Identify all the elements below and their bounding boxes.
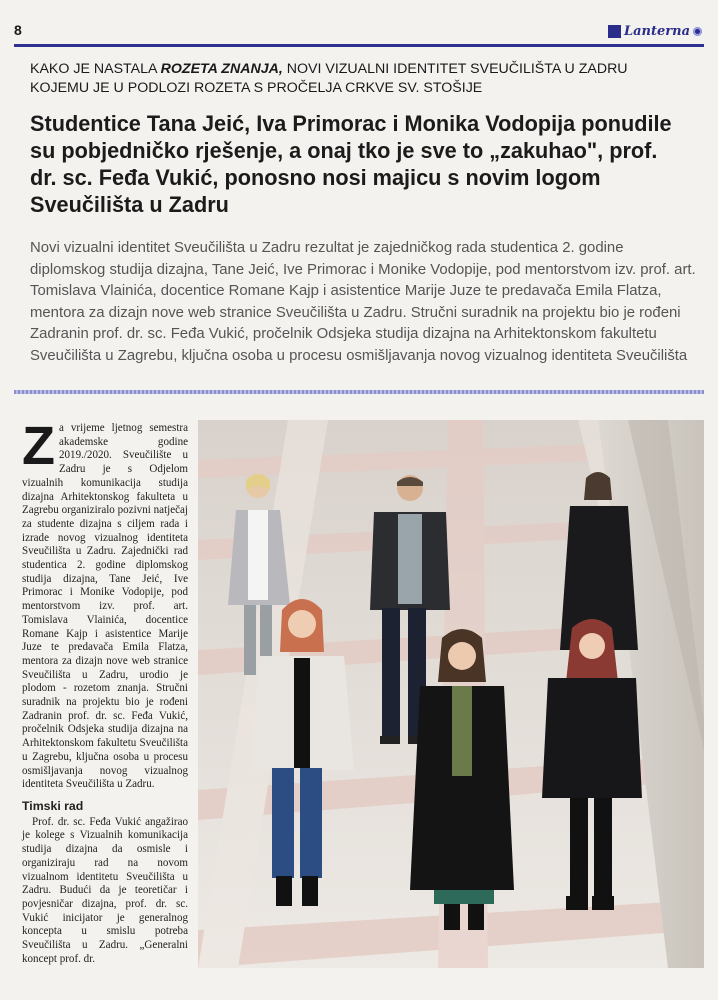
kicker [30, 60, 698, 98]
page-number: 8 [14, 22, 22, 38]
drop-cap: Z [22, 416, 55, 476]
body-paragraph: Prof. dr. sc. Feđa Vukić angažirao je kolege s Vizualnih komunikacija studija dizajna da osmisle i organiziraju rad na novom vizualnom identitetu Sveučilišta u Zadru. Budući da je teoretičar i povjesničar dizajna, prof. dr. sc. Vukić inicijator je generalnog koncepta u smislu potreba Sveučilišta u Zadru. „Generalni koncept prof. dr. [22, 815, 188, 965]
kicker-emphasis: ROZETA ZNANJA, [160, 61, 283, 77]
article-body [22, 416, 188, 966]
publication-logo [608, 24, 702, 39]
section-divider [14, 390, 704, 394]
kicker-line-1 [30, 60, 698, 79]
group-photo [198, 420, 704, 968]
kicker-text: KAKO JE NASTALA [30, 61, 161, 77]
logo-square-icon [608, 25, 621, 38]
group-photo-illustration [198, 420, 704, 968]
article-lead: Novi vizualni identitet Sveučilišta u Zadru rezultat je zajedničkog rada studentica 2. godine diplomskog studija dizajna, Tane Jeić, Ive Primorac i Monike Vodopije, pod mentorstvom izv. prof. art. Tomislava Vlainića, docentice Romane Kajp i asistentice Marije Juze te predavača Emila Flatza, mentora za dizajn nove web stranice Sveučilišta u Zadru. Stručni suradnik na projektu bio je rođeni Zadranin prof. dr. sc. Feđa Vukić, pročelnik Odsjeka studija dizajna na Arhitektonskom fakultetu Sveučilišta u Zagrebu, ključna osoba u procesu osmišljavanja novog vizualnog identiteta Sveučilišta [30, 240, 696, 364]
section-subhead: Timski rad [22, 798, 84, 813]
article-headline: Studentice Tana Jeić, Iva Primorac i Monika Vodopija ponudile su pobjedničko rješenje, a onaj tko je sve to „zakuhao", prof. dr. sc. Fеđa Vukić, ponosno nosi majicu s novim logom Sveučilišta u Zadru [30, 111, 672, 217]
logo-circle-icon [693, 27, 702, 36]
body-text: a vrijeme ljetnog semestra akademske godine 2019./2020. Sveučilište u Zadru je s Odjelom vizualnih komunikacija studija dizajna Arhitektonskog fakulteta u Zagrebu organiziralo pozivni natječaj za studente dizajna s ciljem rada i izrade novog vizualnog identiteta Sveučilišta u Zadru. Zajednički rad studentica 2. godine diplomskog studija dizajna, Tane Jeić, Ive Primorac i Monike Vodopije, pod mentorstvom izv. prof. art. Tomislava Vlainića, docentice Romane Kajp i asistentice Marije Juze te predavača Emila Flatza, mentora za dizajn nove web stranice Sveučilišta u Zadru, urodio je plodom - rozetom znanja. Stručni suradnik na projektu bio je rođeni Zadranin prof. dr. sc. Feđa Vukić, pročelnik Odsjeka studija dizajna na Arhitektonskom fakultetu Sveučilišta u Zagrebu, ključna osoba u procesu osmišljavanja novog vizualnog identiteta Sveučilišta u Zadru. [22, 422, 188, 791]
kicker-line-2: KOJEMU JE U PODLOZI ROZETA S PROČELJA CRKVE SV. STOŠIJE [30, 80, 483, 96]
header-rule [14, 44, 704, 47]
kicker-text: NOVI VIZUALNI IDENTITET SVEUČILIŠTA U ZADRU [282, 61, 628, 77]
publication-name: Lanterna [623, 24, 690, 39]
body-paragraph [22, 416, 188, 792]
